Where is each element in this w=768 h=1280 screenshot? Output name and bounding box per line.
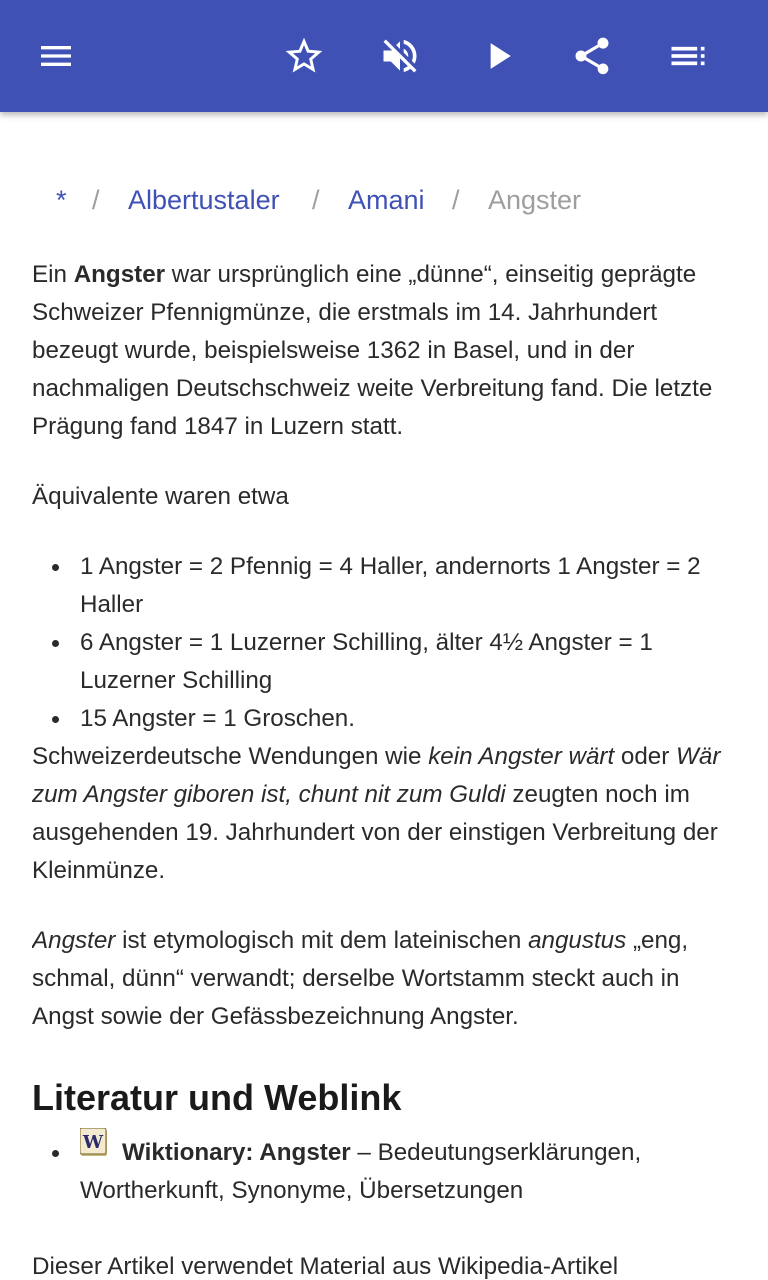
list-item <box>32 624 736 700</box>
list-item <box>32 548 736 624</box>
etymology-latin-italic: angustus <box>528 927 627 954</box>
breadcrumb-separator: / <box>92 185 100 215</box>
intro-text-start: Ein <box>32 261 74 288</box>
favorite-button[interactable] <box>276 28 332 84</box>
bullet <box>52 564 59 571</box>
etymology-paragraph <box>32 922 736 1036</box>
menu-button[interactable] <box>28 28 84 84</box>
equivalents-list <box>32 548 736 738</box>
bullet <box>52 716 59 723</box>
list-item <box>32 700 736 738</box>
bullet <box>52 640 59 647</box>
article-content <box>32 112 736 1280</box>
share-icon <box>570 34 614 78</box>
list-item <box>32 1134 736 1210</box>
intro-term-bold: Angster <box>73 261 166 288</box>
section-heading: Literatur und Weblink <box>32 1077 402 1118</box>
list-item-text: 1 Angster = 2 Pfennig = 4 Haller, andernorts 1 Angster = 2 Haller <box>80 553 701 618</box>
footer-note: Dieser Artikel verwendet Material aus Wikipedia-Artikel <box>32 1253 619 1280</box>
wiktionary-link[interactable]: Wiktionary: Angster <box>122 1139 351 1166</box>
breadcrumb-current: Angster <box>488 185 582 215</box>
phrases-text-1: Schweizerdeutsche Wendungen wie <box>32 743 429 770</box>
star-outline-icon <box>282 34 326 78</box>
intro-text-rest: war ursprünglich eine „dünne“, einseitig geprägte Schweizer Pfennigmünze, die erstmals im 14. Jahrhundert bezeugt wurde, beispielsweise 1362 in Basel, und in der nachmaligen Deutschschweiz weite Verbreitung fand. Die letzte Prägung fand 1847 in Luzern statt. <box>32 261 713 440</box>
wiktionary-icon <box>80 1128 110 1158</box>
app-toolbar <box>0 0 768 112</box>
playlist-icon <box>666 34 710 78</box>
etymology-text-1: ist etymologisch mit dem lateinischen <box>115 927 529 954</box>
breadcrumb-separator: / <box>312 185 320 215</box>
list-item-text: 15 Angster = 1 Groschen. <box>80 705 355 732</box>
svg-text:W: W <box>82 1132 104 1153</box>
volume-off-icon <box>378 34 422 78</box>
weblink-list <box>32 1134 736 1210</box>
breadcrumb-link-amani[interactable]: Amani <box>348 185 425 215</box>
phrase-italic-2: Wär zum Angster giboren ist, chunt nit zum Guldi <box>32 743 721 808</box>
weblink-description: – Bedeutungserklärungen, Wortherkunft, Synonyme, Übersetzungen <box>80 1139 642 1204</box>
phrases-text-3: zeugten noch im ausgehenden 19. Jahrhundert von der einstigen Verbreitung der Kleinmünze. <box>32 781 718 884</box>
etymology-term-italic: Angster <box>32 927 116 954</box>
breadcrumb-separator: / <box>452 185 460 215</box>
equivalents-intro: Äquivalente waren etwa <box>32 483 289 510</box>
intro-paragraph <box>32 256 736 446</box>
phrase-italic-1: kein Angster wärt <box>428 743 615 770</box>
etymology-text-2: „eng, schmal, dünn“ verwandt; derselbe Wortstamm steckt auch in Angst sowie der Gefässbezeichnung Angster. <box>32 927 689 1030</box>
play-button[interactable] <box>470 28 526 84</box>
breadcrumb-link-albertustaler[interactable]: Albertustaler <box>128 185 280 215</box>
phrases-text-2: oder <box>614 743 677 770</box>
play-icon <box>476 34 520 78</box>
share-button[interactable] <box>564 28 620 84</box>
bullet <box>52 1150 59 1157</box>
list-item-text: 6 Angster = 1 Luzerner Schilling, älter 4½ Angster = 1 Luzerner Schilling <box>80 629 653 694</box>
menu-icon <box>36 36 76 76</box>
breadcrumb-root-link[interactable]: * <box>56 185 67 215</box>
phrases-paragraph <box>32 738 736 890</box>
contents-button[interactable] <box>660 28 716 84</box>
mute-button[interactable] <box>372 28 428 84</box>
